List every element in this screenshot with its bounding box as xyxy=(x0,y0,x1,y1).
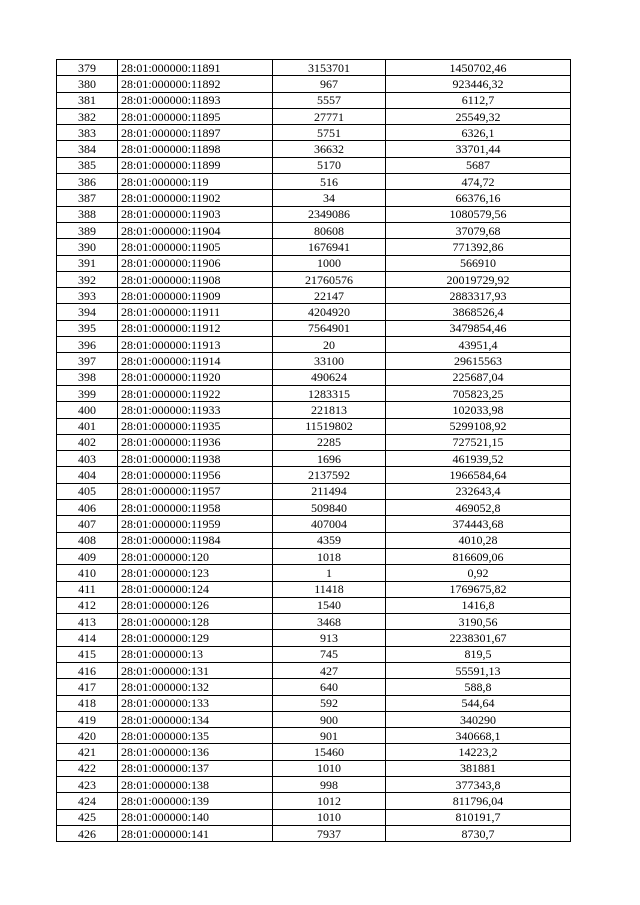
cadastral-number-cell: 28:01:000000:11984 xyxy=(118,532,273,548)
row-number-cell: 388 xyxy=(57,206,118,222)
table-row xyxy=(57,760,571,776)
table-row xyxy=(57,337,571,353)
row-number-cell: 403 xyxy=(57,451,118,467)
table-row xyxy=(57,662,571,678)
table-row xyxy=(57,141,571,157)
cadastral-number-cell: 28:01:000000:11912 xyxy=(118,320,273,336)
table-row xyxy=(57,614,571,630)
row-number-cell: 406 xyxy=(57,500,118,516)
area-cell: 1 xyxy=(273,565,386,581)
area-cell: 900 xyxy=(273,711,386,727)
area-cell: 5170 xyxy=(273,157,386,173)
area-cell: 15460 xyxy=(273,744,386,760)
row-number-cell: 385 xyxy=(57,157,118,173)
table-row xyxy=(57,174,571,190)
cadastral-number-cell: 28:01:000000:123 xyxy=(118,565,273,581)
table-row xyxy=(57,353,571,369)
cadastral-number-cell: 28:01:000000:11905 xyxy=(118,239,273,255)
area-cell: 22147 xyxy=(273,288,386,304)
row-number-cell: 419 xyxy=(57,711,118,727)
value-cell: 6112,7 xyxy=(386,92,571,108)
cadastral-number-cell: 28:01:000000:134 xyxy=(118,711,273,727)
row-number-cell: 415 xyxy=(57,646,118,662)
cadastral-number-cell: 28:01:000000:124 xyxy=(118,581,273,597)
table-row xyxy=(57,157,571,173)
row-number-cell: 382 xyxy=(57,108,118,124)
table-row xyxy=(57,809,571,825)
area-cell: 27771 xyxy=(273,108,386,124)
area-cell: 427 xyxy=(273,662,386,678)
table-row xyxy=(57,369,571,385)
cadastral-number-cell: 28:01:000000:126 xyxy=(118,597,273,613)
value-cell: 55591,13 xyxy=(386,662,571,678)
table-row xyxy=(57,581,571,597)
value-cell: 232643,4 xyxy=(386,483,571,499)
cadastral-number-cell: 28:01:000000:11922 xyxy=(118,385,273,401)
value-cell: 340668,1 xyxy=(386,728,571,744)
area-cell: 36632 xyxy=(273,141,386,157)
row-number-cell: 384 xyxy=(57,141,118,157)
area-cell: 2137592 xyxy=(273,467,386,483)
table-row xyxy=(57,451,571,467)
cadastral-number-cell: 28:01:000000:11938 xyxy=(118,451,273,467)
table-row xyxy=(57,679,571,695)
cadastral-number-cell: 28:01:000000:11902 xyxy=(118,190,273,206)
value-cell: 43951,4 xyxy=(386,337,571,353)
cadastral-number-cell: 28:01:000000:13 xyxy=(118,646,273,662)
row-number-cell: 387 xyxy=(57,190,118,206)
area-cell: 1010 xyxy=(273,760,386,776)
area-cell: 3468 xyxy=(273,614,386,630)
row-number-cell: 404 xyxy=(57,467,118,483)
value-cell: 705823,25 xyxy=(386,385,571,401)
table-row xyxy=(57,304,571,320)
area-cell: 20 xyxy=(273,337,386,353)
row-number-cell: 399 xyxy=(57,385,118,401)
table-row xyxy=(57,320,571,336)
row-number-cell: 426 xyxy=(57,825,118,841)
value-cell: 377343,8 xyxy=(386,777,571,793)
row-number-cell: 389 xyxy=(57,222,118,238)
cadastral-number-cell: 28:01:000000:136 xyxy=(118,744,273,760)
value-cell: 2238301,67 xyxy=(386,630,571,646)
cadastral-number-cell: 28:01:000000:11956 xyxy=(118,467,273,483)
row-number-cell: 393 xyxy=(57,288,118,304)
area-cell: 745 xyxy=(273,646,386,662)
area-cell: 516 xyxy=(273,174,386,190)
row-number-cell: 425 xyxy=(57,809,118,825)
value-cell: 3190,56 xyxy=(386,614,571,630)
cadastral-number-cell: 28:01:000000:11898 xyxy=(118,141,273,157)
area-cell: 2285 xyxy=(273,434,386,450)
table-row xyxy=(57,548,571,564)
value-cell: 4010,28 xyxy=(386,532,571,548)
value-cell: 37079,68 xyxy=(386,222,571,238)
table-row xyxy=(57,402,571,418)
area-cell: 221813 xyxy=(273,402,386,418)
row-number-cell: 383 xyxy=(57,125,118,141)
area-cell: 5557 xyxy=(273,92,386,108)
area-cell: 80608 xyxy=(273,222,386,238)
value-cell: 5299108,92 xyxy=(386,418,571,434)
row-number-cell: 397 xyxy=(57,353,118,369)
area-cell: 211494 xyxy=(273,483,386,499)
cadastral-number-cell: 28:01:000000:11893 xyxy=(118,92,273,108)
row-number-cell: 380 xyxy=(57,76,118,92)
area-cell: 901 xyxy=(273,728,386,744)
row-number-cell: 422 xyxy=(57,760,118,776)
area-cell: 11519802 xyxy=(273,418,386,434)
row-number-cell: 398 xyxy=(57,369,118,385)
cadastral-number-cell: 28:01:000000:128 xyxy=(118,614,273,630)
value-cell: 1080579,56 xyxy=(386,206,571,222)
row-number-cell: 411 xyxy=(57,581,118,597)
cadastral-number-cell: 28:01:000000:11936 xyxy=(118,434,273,450)
cadastral-number-cell: 28:01:000000:137 xyxy=(118,760,273,776)
table-row xyxy=(57,239,571,255)
value-cell: 461939,52 xyxy=(386,451,571,467)
table-row xyxy=(57,483,571,499)
cadastral-number-cell: 28:01:000000:11897 xyxy=(118,125,273,141)
row-number-cell: 386 xyxy=(57,174,118,190)
area-cell: 1010 xyxy=(273,809,386,825)
value-cell: 374443,68 xyxy=(386,516,571,532)
value-cell: 1450702,46 xyxy=(386,60,571,76)
value-cell: 340290 xyxy=(386,711,571,727)
value-cell: 819,5 xyxy=(386,646,571,662)
row-number-cell: 412 xyxy=(57,597,118,613)
value-cell: 474,72 xyxy=(386,174,571,190)
table-row xyxy=(57,288,571,304)
area-cell: 4359 xyxy=(273,532,386,548)
table-row xyxy=(57,500,571,516)
value-cell: 3868526,4 xyxy=(386,304,571,320)
cadastral-number-cell: 28:01:000000:11911 xyxy=(118,304,273,320)
table-row xyxy=(57,597,571,613)
table-row xyxy=(57,418,571,434)
table-row xyxy=(57,565,571,581)
row-number-cell: 400 xyxy=(57,402,118,418)
table-row xyxy=(57,108,571,124)
area-cell: 509840 xyxy=(273,500,386,516)
area-cell: 967 xyxy=(273,76,386,92)
row-number-cell: 392 xyxy=(57,271,118,287)
area-cell: 21760576 xyxy=(273,271,386,287)
area-cell: 2349086 xyxy=(273,206,386,222)
row-number-cell: 418 xyxy=(57,695,118,711)
cadastral-number-cell: 28:01:000000:11958 xyxy=(118,500,273,516)
cadastral-number-cell: 28:01:000000:11959 xyxy=(118,516,273,532)
table-row xyxy=(57,516,571,532)
area-cell: 1696 xyxy=(273,451,386,467)
row-number-cell: 379 xyxy=(57,60,118,76)
row-number-cell: 396 xyxy=(57,337,118,353)
value-cell: 3479854,46 xyxy=(386,320,571,336)
area-cell: 407004 xyxy=(273,516,386,532)
table-row xyxy=(57,793,571,809)
value-cell: 33701,44 xyxy=(386,141,571,157)
row-number-cell: 417 xyxy=(57,679,118,695)
table-row xyxy=(57,467,571,483)
value-cell: 1769675,82 xyxy=(386,581,571,597)
cadastral-number-cell: 28:01:000000:11906 xyxy=(118,255,273,271)
table-row xyxy=(57,744,571,760)
area-cell: 1000 xyxy=(273,255,386,271)
value-cell: 66376,16 xyxy=(386,190,571,206)
row-number-cell: 401 xyxy=(57,418,118,434)
row-number-cell: 424 xyxy=(57,793,118,809)
row-number-cell: 416 xyxy=(57,662,118,678)
area-cell: 11418 xyxy=(273,581,386,597)
area-cell: 7937 xyxy=(273,825,386,841)
area-cell: 7564901 xyxy=(273,320,386,336)
area-cell: 1540 xyxy=(273,597,386,613)
cadastral-number-cell: 28:01:000000:129 xyxy=(118,630,273,646)
cadastral-number-cell: 28:01:000000:135 xyxy=(118,728,273,744)
table-body xyxy=(57,60,571,842)
table-row xyxy=(57,125,571,141)
row-number-cell: 414 xyxy=(57,630,118,646)
area-cell: 640 xyxy=(273,679,386,695)
table-row xyxy=(57,255,571,271)
table-row xyxy=(57,711,571,727)
cadastral-number-cell: 28:01:000000:133 xyxy=(118,695,273,711)
row-number-cell: 394 xyxy=(57,304,118,320)
table-row xyxy=(57,76,571,92)
area-cell: 34 xyxy=(273,190,386,206)
area-cell: 4204920 xyxy=(273,304,386,320)
value-cell: 469052,8 xyxy=(386,500,571,516)
value-cell: 566910 xyxy=(386,255,571,271)
value-cell: 811796,04 xyxy=(386,793,571,809)
value-cell: 727521,15 xyxy=(386,434,571,450)
area-cell: 490624 xyxy=(273,369,386,385)
row-number-cell: 402 xyxy=(57,434,118,450)
value-cell: 0,92 xyxy=(386,565,571,581)
table-row xyxy=(57,222,571,238)
value-cell: 2883317,93 xyxy=(386,288,571,304)
cadastral-value-table xyxy=(56,59,571,842)
row-number-cell: 413 xyxy=(57,614,118,630)
table-row xyxy=(57,434,571,450)
table-row xyxy=(57,646,571,662)
value-cell: 1966584,64 xyxy=(386,467,571,483)
cadastral-number-cell: 28:01:000000:11895 xyxy=(118,108,273,124)
row-number-cell: 407 xyxy=(57,516,118,532)
cadastral-number-cell: 28:01:000000:141 xyxy=(118,825,273,841)
cadastral-number-cell: 28:01:000000:11904 xyxy=(118,222,273,238)
table-row xyxy=(57,385,571,401)
row-number-cell: 381 xyxy=(57,92,118,108)
cadastral-number-cell: 28:01:000000:11935 xyxy=(118,418,273,434)
table-row xyxy=(57,206,571,222)
cadastral-number-cell: 28:01:000000:120 xyxy=(118,548,273,564)
area-cell: 5751 xyxy=(273,125,386,141)
area-cell: 3153701 xyxy=(273,60,386,76)
value-cell: 771392,86 xyxy=(386,239,571,255)
table-row xyxy=(57,190,571,206)
value-cell: 8730,7 xyxy=(386,825,571,841)
cadastral-number-cell: 28:01:000000:11914 xyxy=(118,353,273,369)
row-number-cell: 423 xyxy=(57,777,118,793)
area-cell: 33100 xyxy=(273,353,386,369)
row-number-cell: 421 xyxy=(57,744,118,760)
table-row xyxy=(57,532,571,548)
value-cell: 25549,32 xyxy=(386,108,571,124)
cadastral-number-cell: 28:01:000000:139 xyxy=(118,793,273,809)
value-cell: 588,8 xyxy=(386,679,571,695)
cadastral-number-cell: 28:01:000000:11909 xyxy=(118,288,273,304)
row-number-cell: 391 xyxy=(57,255,118,271)
value-cell: 102033,98 xyxy=(386,402,571,418)
table-row xyxy=(57,728,571,744)
cadastral-number-cell: 28:01:000000:138 xyxy=(118,777,273,793)
cadastral-number-cell: 28:01:000000:132 xyxy=(118,679,273,695)
value-cell: 20019729,92 xyxy=(386,271,571,287)
cadastral-number-cell: 28:01:000000:11903 xyxy=(118,206,273,222)
area-cell: 913 xyxy=(273,630,386,646)
value-cell: 810191,7 xyxy=(386,809,571,825)
row-number-cell: 390 xyxy=(57,239,118,255)
value-cell: 923446,32 xyxy=(386,76,571,92)
value-cell: 29615563 xyxy=(386,353,571,369)
cadastral-number-cell: 28:01:000000:11913 xyxy=(118,337,273,353)
value-cell: 5687 xyxy=(386,157,571,173)
table-row xyxy=(57,630,571,646)
value-cell: 381881 xyxy=(386,760,571,776)
value-cell: 6326,1 xyxy=(386,125,571,141)
value-cell: 1416,8 xyxy=(386,597,571,613)
area-cell: 1012 xyxy=(273,793,386,809)
area-cell: 1676941 xyxy=(273,239,386,255)
cadastral-number-cell: 28:01:000000:11933 xyxy=(118,402,273,418)
row-number-cell: 409 xyxy=(57,548,118,564)
table-row xyxy=(57,777,571,793)
table-row xyxy=(57,825,571,841)
value-cell: 14223,2 xyxy=(386,744,571,760)
cadastral-number-cell: 28:01:000000:11920 xyxy=(118,369,273,385)
cadastral-number-cell: 28:01:000000:131 xyxy=(118,662,273,678)
cadastral-number-cell: 28:01:000000:11891 xyxy=(118,60,273,76)
value-cell: 544,64 xyxy=(386,695,571,711)
table-row xyxy=(57,92,571,108)
area-cell: 1283315 xyxy=(273,385,386,401)
value-cell: 225687,04 xyxy=(386,369,571,385)
row-number-cell: 408 xyxy=(57,532,118,548)
area-cell: 1018 xyxy=(273,548,386,564)
row-number-cell: 405 xyxy=(57,483,118,499)
cadastral-number-cell: 28:01:000000:140 xyxy=(118,809,273,825)
area-cell: 998 xyxy=(273,777,386,793)
cadastral-number-cell: 28:01:000000:11957 xyxy=(118,483,273,499)
row-number-cell: 395 xyxy=(57,320,118,336)
cadastral-number-cell: 28:01:000000:11899 xyxy=(118,157,273,173)
value-cell: 816609,06 xyxy=(386,548,571,564)
row-number-cell: 420 xyxy=(57,728,118,744)
table-row xyxy=(57,60,571,76)
row-number-cell: 410 xyxy=(57,565,118,581)
cadastral-number-cell: 28:01:000000:119 xyxy=(118,174,273,190)
cadastral-number-cell: 28:01:000000:11908 xyxy=(118,271,273,287)
area-cell: 592 xyxy=(273,695,386,711)
table-row xyxy=(57,695,571,711)
table-row xyxy=(57,271,571,287)
cadastral-number-cell: 28:01:000000:11892 xyxy=(118,76,273,92)
